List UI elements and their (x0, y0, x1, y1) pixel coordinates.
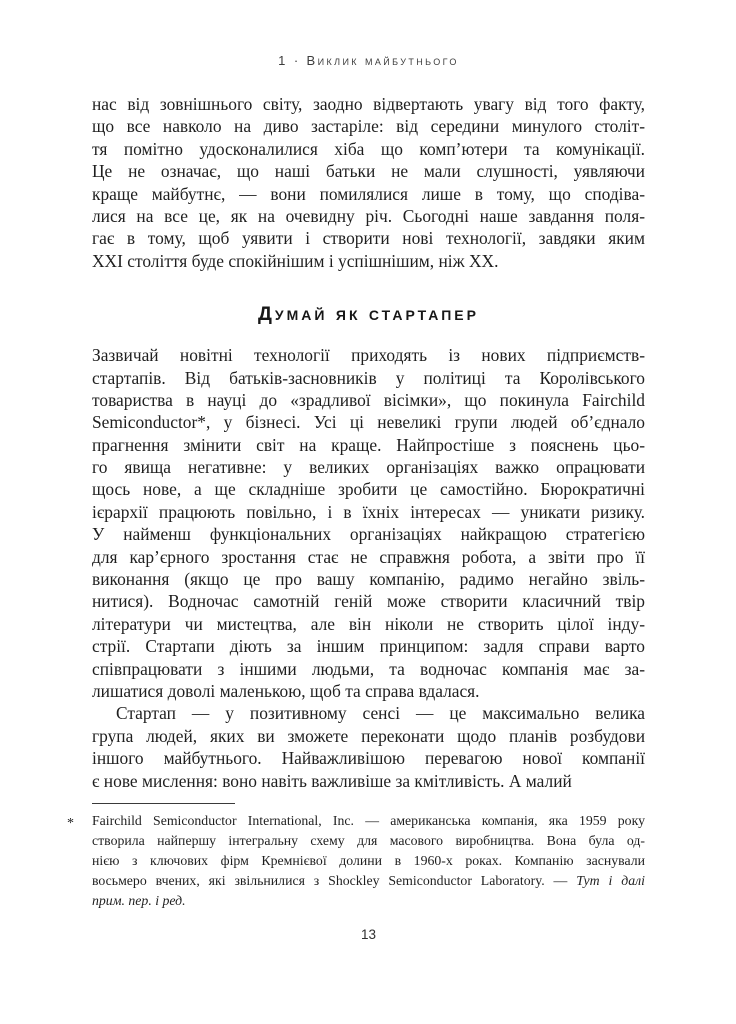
page-number: 13 (360, 927, 377, 943)
text-line (92, 411, 645, 433)
text-segment: Це не означає, що наші батьки не мали слушності, уявляючи (92, 161, 645, 182)
text-segment: XXI століття буде спокійнішим і успішнішим, ніж XX. (92, 250, 499, 271)
text-line (92, 523, 645, 545)
text-line (92, 160, 645, 182)
text-line (92, 115, 645, 137)
text-line (92, 680, 645, 702)
text-line (92, 478, 645, 500)
text-line (92, 138, 645, 160)
paragraph-3 (92, 702, 645, 792)
text-segment: група людей, яких ви зможете переконати щодо планів розбудови (92, 725, 645, 746)
text-line (92, 851, 645, 871)
text-line (92, 434, 645, 456)
text-segment: створила найпершу інтегральну схему для масового виробництва. Вона була од- (92, 832, 645, 848)
text-segment: Зазвичай новітні технології приходять із нових підприємств- (92, 345, 645, 366)
text-line (92, 367, 645, 389)
text-line (92, 891, 645, 911)
text-segment: літератури чи мистецтва, але він ніколи не створить цілої інду- (92, 613, 645, 634)
text-segment: прагнення змінити світ на краще. Найпростіше з пояснень цьо- (92, 434, 645, 455)
text-segment: виконання (якщо це про вашу компанію, радимо негайно звіль- (92, 569, 645, 590)
text-line (92, 546, 645, 568)
footnote-separator (92, 803, 235, 804)
text-line (92, 456, 645, 478)
footnote-marker: * (67, 815, 74, 831)
text-line (92, 871, 645, 891)
text-segment: Semiconductor*, у бізнесі. Усі ці невеликі групи людей об’єднало (92, 412, 645, 433)
text-segment: лися на все це, як на очевидну річ. Сьогодні наше завдання поля- (92, 205, 645, 226)
text-segment: іншого майбутнього. Найважливішою перевагою нової компанії (92, 748, 645, 769)
text-line (92, 831, 645, 851)
text-segment: лишатися доволі маленькою, щоб та справа вдалася. (92, 680, 480, 701)
footnote-text (92, 811, 645, 910)
text-line (92, 183, 645, 205)
text-line (92, 770, 645, 792)
text-line (92, 205, 645, 227)
text-segment: Fairchild Semiconductor International, Inc. — американська компанія, яка 1959 року (92, 812, 645, 828)
text-segment: гає в тому, щоб уявити і створити нові технології, завдяки яким (92, 228, 645, 249)
text-line (92, 93, 645, 115)
text-segment: нією з ключових фірм Кремнієвої долини в 1960-х роках. Компанію заснували (92, 852, 645, 868)
text-segment: співпрацювати з іншими людьми, та водночас компанія має за- (92, 658, 645, 679)
text-segment: У найменш функціональних організаціях найкращою стратегією (92, 524, 645, 545)
italic-text-segment: прим. пер. і ред. (92, 892, 186, 908)
text-line (92, 568, 645, 590)
text-line (92, 227, 645, 249)
text-segment: стрії. Стартапи діють за іншим принципом: задля справи варто (92, 636, 645, 657)
paragraph-1 (92, 93, 645, 272)
running-head: 1 · Виклик майбутнього (278, 53, 459, 68)
text-segment: Стартап — у позитивному сенсі — це максимально велика (116, 703, 645, 724)
text-segment: нас від зовнішнього світу, заодно відвертають увагу від того факту, (92, 94, 645, 114)
text-line (92, 250, 645, 272)
text-line (92, 811, 645, 831)
text-line (92, 613, 645, 635)
text-line (92, 702, 645, 724)
text-segment: го явища негативне: у великих організаціях важко опрацювати (92, 457, 645, 478)
text-segment: для кар’єрного зростання стає не справжня робота, а звіти про її (92, 546, 645, 567)
text-segment: тя помітно удосконалилися хіба що комп’ютери та комунікації. (92, 138, 645, 159)
text-line (92, 747, 645, 769)
text-line (92, 658, 645, 680)
text-line (92, 725, 645, 747)
text-segment: нитися). Водночас самотній геній може створити класичний твір (92, 591, 645, 612)
text-line (92, 344, 645, 366)
text-segment: є нове мислення: воно навіть важливіше за кмітливість. А малий (92, 770, 572, 791)
text-line (92, 501, 645, 523)
text-segment: що все навколо на диво застаріле: від середини минулого століт- (92, 116, 645, 137)
text-line (92, 635, 645, 657)
section-heading: Думай як стартапер (258, 303, 479, 326)
text-line (92, 389, 645, 411)
text-segment: щось нове, а ще складніше зробити це самостійно. Бюрократичні (92, 479, 645, 500)
paragraph-2 (92, 344, 645, 702)
text-segment: товариства в науці до «зрадливої вісімки», що покинула Fairchild (92, 389, 645, 410)
text-line (92, 590, 645, 612)
italic-text-segment: Тут і далі (576, 872, 645, 888)
footnote (67, 803, 645, 910)
text-segment: стартапів. Від батьків-засновників у політиці та Королівського (92, 367, 645, 388)
text-segment: ієрархії працюють повільно, і в їхніх інтересах — уникати ризику. (92, 501, 645, 522)
text-segment: краще майбутнє, — вони помилялися лише в тому, що сподіва- (92, 183, 645, 204)
text-segment: восьмеро вчених, які звільнилися з Shockley Semiconductor Laboratory. — (92, 872, 577, 888)
body-text (67, 93, 645, 943)
